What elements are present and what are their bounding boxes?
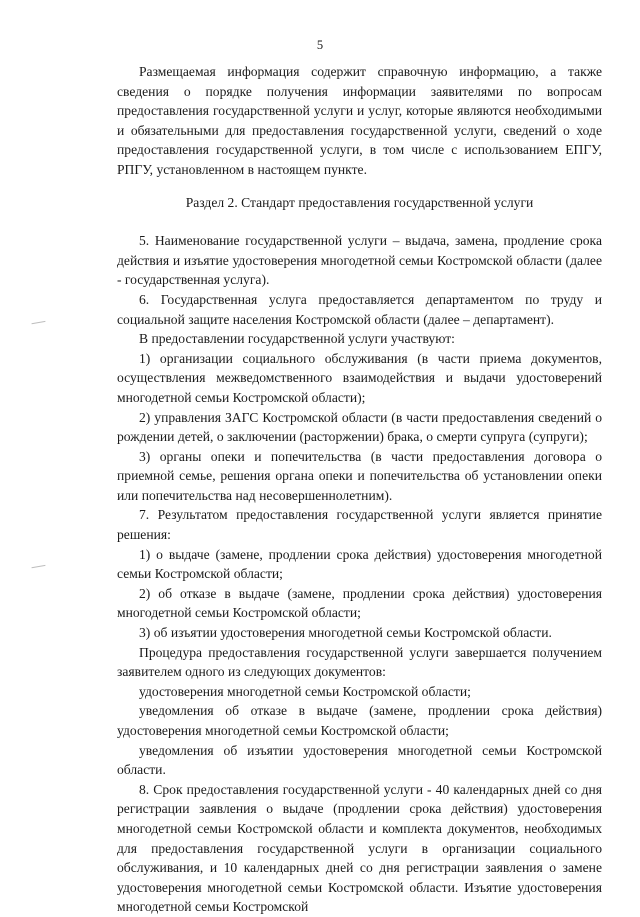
paragraph-5: 5. Наименование государственной услуги – выдача, замена, продление срока действия и изъятие удостоверения многодетной семьи Костромской области (далее - государственная услуга). bbox=[117, 233, 602, 288]
participant-3: 3) органы опеки и попечительства (в части предоставления договора о приемной семье, решения органа опеки и попечительства об установлении опеки или попечительства над несовершеннолетним). bbox=[117, 448, 602, 503]
result-3: 3) об изъятии удостоверения многодетной семьи Костромской области. bbox=[139, 625, 552, 641]
paragraph-6: 6. Государственная услуга предоставляется департаментом по труду и социальной защите населения Костромской области (далее – департамент). bbox=[117, 291, 602, 327]
section-heading: Раздел 2. Стандарт предоставления государственной услуги bbox=[185, 194, 534, 210]
result-1: 1) о выдаче (замене, продлении срока действия) удостоверения многодетной семьи Костромской области; bbox=[117, 546, 602, 582]
document-body bbox=[117, 62, 602, 917]
procedure-paragraph: Процедура предоставления государственной услуги завершается получением заявителем одного из следующих документов: bbox=[117, 644, 602, 680]
participant-2: 2) управления ЗАГС Костромской области (в части предоставления сведений о рождении детей, о заключении (расторжении) брака, о смерти супруга (супруги); bbox=[117, 409, 602, 445]
document-item-2: уведомления об отказе в выдаче (замене, продлении срока действия) удостоверения многодетной семьи Костромской области; bbox=[117, 703, 602, 738]
participant-1: 1) организации социального обслуживания (в части приема документов, осуществления межведомственного взаимодействия и выдачи удостоверений многодетной семьи Костромской области); bbox=[117, 350, 602, 405]
participants-intro: В предоставлении государственной услуги участвуют: bbox=[139, 331, 455, 347]
paragraph-8: 8. Срок предоставления государственной услуги - 40 календарных дней со дня регистрации заявления о выдаче (продлении срока действия) удостоверения многодетной семьи Костромской области и комплекта документов, необходимых для предоставления государственной услуги в организации социального обслуживания, и 10 календарных дней со дня регистрации заявления о замене удостоверения многодетной семьи Костромской области. Изъятие удостоверения многодетной семьи Костромской bbox=[117, 781, 602, 915]
document-item-3: уведомления об изъятии удостоверения многодетной семьи Костромской области. bbox=[117, 742, 602, 778]
paragraph-7: 7. Результатом предоставления государственной услуги является принятие решения: bbox=[117, 507, 602, 543]
scan-margin-mark bbox=[31, 565, 46, 574]
result-2: 2) об отказе в выдаче (замене, продлении срока действия) удостоверения многодетной семьи Костромской области; bbox=[117, 585, 602, 621]
document-item-1: удостоверения многодетной семьи Костромской области; bbox=[139, 683, 471, 699]
page-number: 5 bbox=[316, 38, 324, 52]
intro-paragraph: Размещаемая информация содержит справочную информацию, а также сведения о порядке получения информации заявителями по вопросам предоставления государственной услуги и услуг, которые являются необходимыми и обязательными для предоставления государственной услуги, сведений о ходе предоставления государственной услуги, в том числе с использованием ЕПГУ, РПГУ, установленном в настоящем пункте. bbox=[117, 64, 602, 177]
scan-margin-mark bbox=[31, 321, 46, 330]
